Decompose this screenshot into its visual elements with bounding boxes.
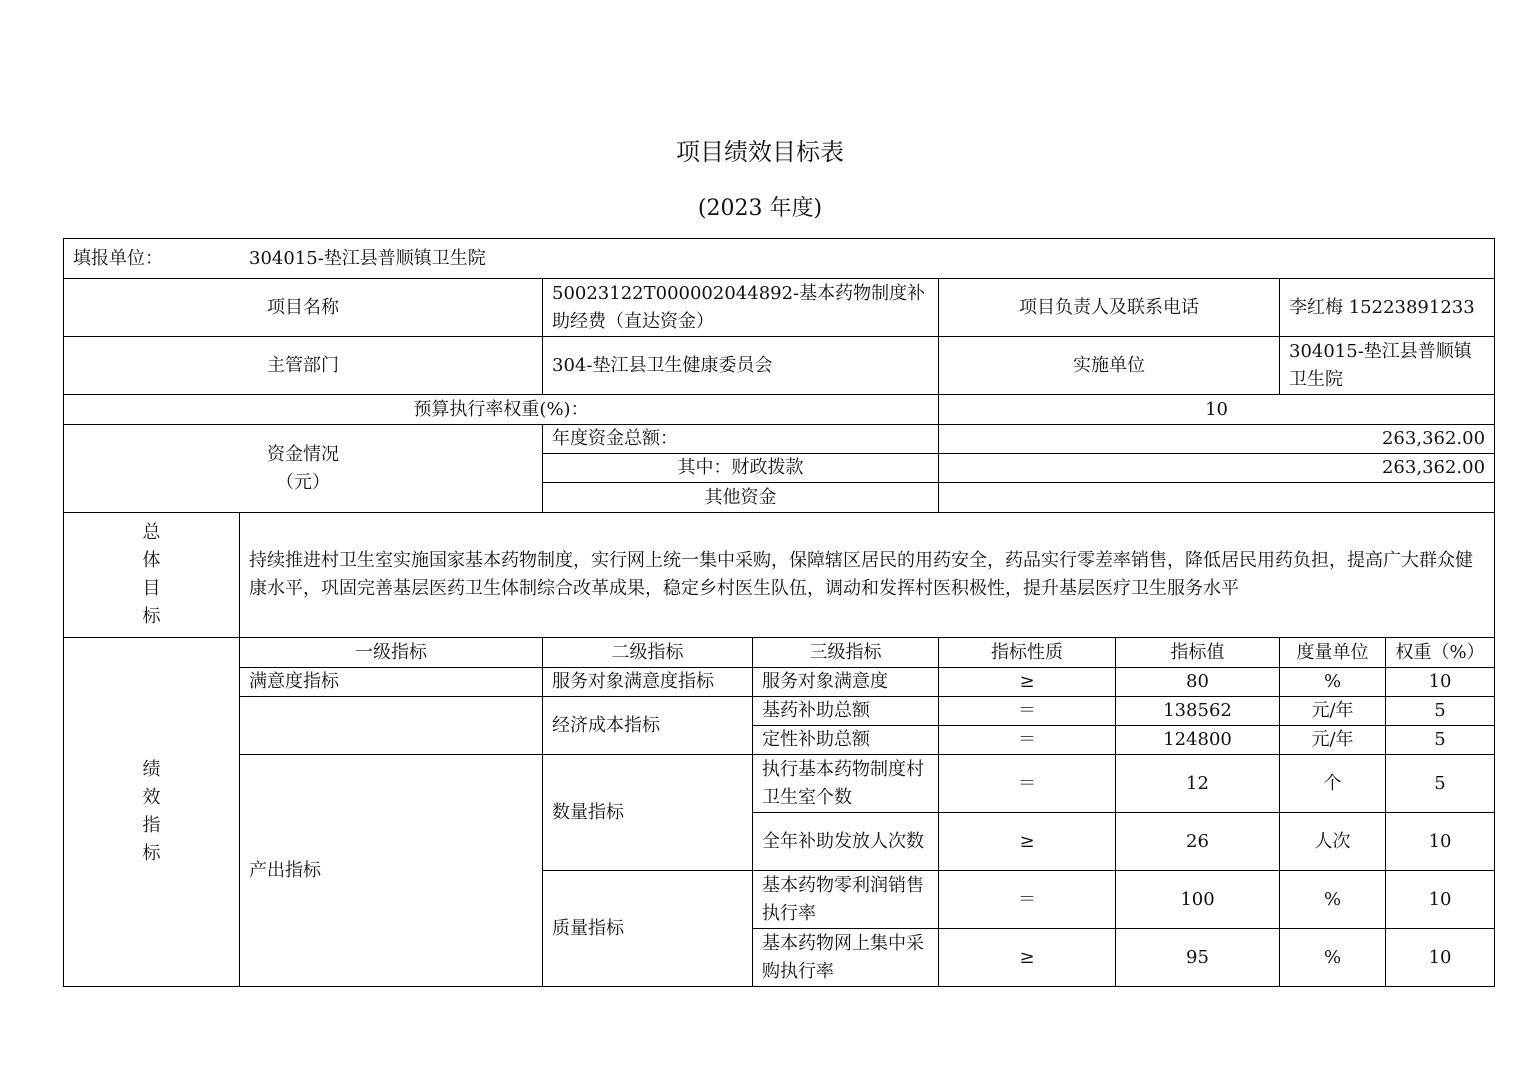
budget-weight-label: 预算执行率权重(%)：	[64, 395, 939, 425]
overall-goal-row	[64, 513, 1495, 638]
project-name-value: 50023122T000002044892-基本药物制度补助经费（直达资金）	[543, 279, 939, 337]
column-header-nature: 指标性质	[939, 638, 1116, 668]
table-row	[64, 697, 1495, 726]
overall-goal-char: 标	[142, 606, 161, 627]
indicator-nature: ＝	[939, 697, 1116, 726]
indicator-unit: %	[1280, 668, 1386, 697]
indicator-nature: ≥	[939, 668, 1116, 697]
indicator-name: 服务对象满意度	[753, 668, 939, 697]
performance-indicator-label	[64, 638, 240, 987]
overall-goal-text: 持续推进村卫生室实施国家基本药物制度，实行网上统一集中采购，保障辖区居民的用药安全，药品实行零差率销售，降低居民用药负担，提高广大群众健康水平，巩固完善基层医药卫生体制综合改革成果，稳定乡村医生队伍，调动和发挥村医积极性，提升基层医疗卫生服务水平	[240, 513, 1495, 638]
department-value: 304-垫江县卫生健康委员会	[543, 337, 939, 395]
column-header-level2: 二级指标	[543, 638, 753, 668]
overall-goal-label	[64, 513, 240, 638]
level1-satisfaction: 满意度指标	[240, 668, 543, 697]
indicator-nature: ＝	[939, 871, 1116, 929]
indicator-name: 基药补助总额	[753, 697, 939, 726]
level2-quantity: 数量指标	[543, 755, 753, 871]
indicator-weight: 5	[1386, 697, 1495, 726]
indicator-nature: ≥	[939, 929, 1116, 987]
funds-fiscal-value: 263,362.00	[939, 454, 1495, 483]
overall-goal-char: 目	[142, 578, 161, 599]
funds-total-value: 263,362.00	[939, 425, 1495, 454]
column-header-weight: 权重（%）	[1386, 638, 1495, 668]
unit-row	[64, 239, 1495, 279]
indicator-value: 80	[1116, 668, 1280, 697]
indicator-value: 138562	[1116, 697, 1280, 726]
indicator-unit: 元/年	[1280, 697, 1386, 726]
performance-indicator-char: 效	[142, 787, 161, 808]
column-header-unit: 度量单位	[1280, 638, 1386, 668]
performance-indicator-char: 绩	[142, 759, 161, 780]
performance-indicator-char: 标	[142, 843, 161, 864]
page-subtitle: (2023 年度)	[697, 196, 823, 221]
unit-label: 填报单位：	[73, 247, 163, 269]
implementer-value: 304015-垫江县普顺镇卫生院	[1280, 337, 1495, 395]
level2-economic: 经济成本指标	[543, 697, 753, 755]
table-row	[64, 755, 1495, 813]
indicator-weight: 10	[1386, 871, 1495, 929]
column-header-level1: 一级指标	[240, 638, 543, 668]
indicator-value: 95	[1116, 929, 1280, 987]
unit-value: 304015-垫江县普顺镇卫生院	[249, 247, 486, 269]
level2-service: 服务对象满意度指标	[543, 668, 753, 697]
funds-label-line1: 资金情况	[267, 443, 339, 465]
indicator-name: 执行基本药物制度村卫生室个数	[753, 755, 939, 813]
project-contact-value: 李红梅 15223891233	[1280, 279, 1495, 337]
performance-goal-table	[63, 238, 1495, 987]
overall-goal-char: 体	[142, 550, 161, 571]
level1-output: 产出指标	[240, 755, 543, 987]
budget-weight-value: 10	[939, 395, 1495, 425]
implementer-label: 实施单位	[939, 337, 1280, 395]
funds-total-label: 年度资金总额：	[543, 425, 939, 454]
indicator-nature: ≥	[939, 813, 1116, 871]
overall-goal-char: 总	[142, 522, 161, 543]
indicator-nature: ＝	[939, 726, 1116, 755]
indicator-unit: %	[1280, 929, 1386, 987]
funds-total-row	[64, 425, 1495, 454]
level2-quality: 质量指标	[543, 871, 753, 987]
indicator-weight: 5	[1386, 755, 1495, 813]
funds-other-label: 其他资金	[543, 483, 939, 513]
indicator-name: 全年补助发放人次数	[753, 813, 939, 871]
indicator-name: 定性补助总额	[753, 726, 939, 755]
performance-indicator-char: 指	[142, 815, 161, 836]
indicator-value: 124800	[1116, 726, 1280, 755]
indicator-unit: 元/年	[1280, 726, 1386, 755]
page-title: 项目绩效目标表	[676, 138, 844, 166]
budget-weight-row	[64, 395, 1495, 425]
column-header-value: 指标值	[1116, 638, 1280, 668]
funds-label	[64, 425, 543, 513]
department-label: 主管部门	[64, 337, 543, 395]
department-row	[64, 337, 1495, 395]
indicator-unit: 人次	[1280, 813, 1386, 871]
indicator-weight: 10	[1386, 813, 1495, 871]
indicator-name: 基本药物网上集中采购执行率	[753, 929, 939, 987]
project-name-row	[64, 279, 1495, 337]
indicator-value: 26	[1116, 813, 1280, 871]
project-contact-label: 项目负责人及联系电话	[939, 279, 1280, 337]
indicator-weight: 5	[1386, 726, 1495, 755]
indicator-unit: %	[1280, 871, 1386, 929]
table-row	[64, 668, 1495, 697]
funds-other-value	[939, 483, 1495, 513]
indicator-unit: 个	[1280, 755, 1386, 813]
column-header-level3: 三级指标	[753, 638, 939, 668]
indicator-weight: 10	[1386, 668, 1495, 697]
funds-label-line2: （元）	[276, 471, 330, 493]
indicator-name: 基本药物零利润销售执行率	[753, 871, 939, 929]
indicator-value: 100	[1116, 871, 1280, 929]
funds-fiscal-label: 其中：财政拨款	[543, 454, 939, 483]
indicator-nature: ＝	[939, 755, 1116, 813]
indicator-value: 12	[1116, 755, 1280, 813]
level1-cost	[240, 697, 543, 755]
unit-cell	[64, 239, 1495, 279]
project-name-label: 项目名称	[64, 279, 543, 337]
indicator-weight: 10	[1386, 929, 1495, 987]
indicator-header-row	[64, 638, 1495, 668]
